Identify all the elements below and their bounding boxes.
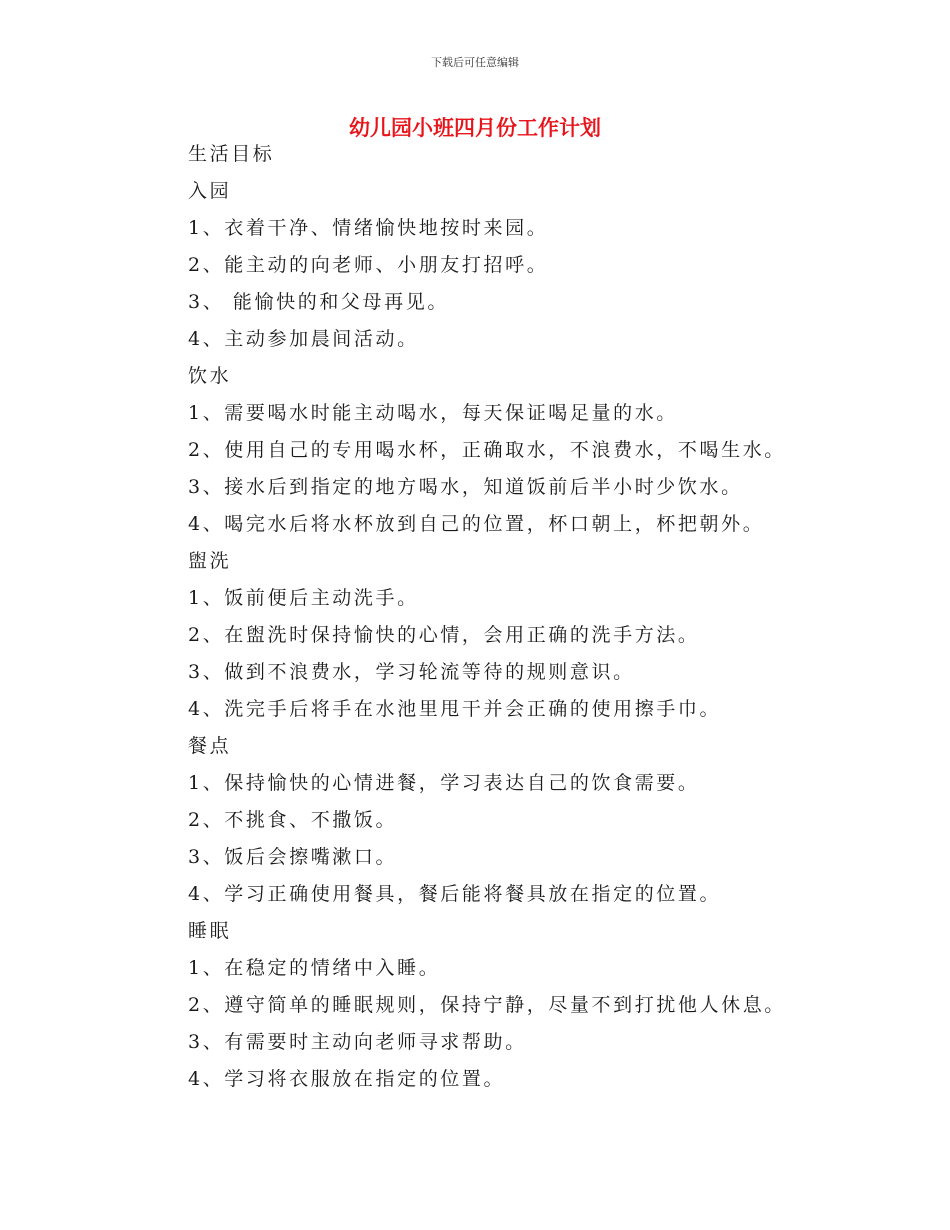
list-item: 1、衣着干净、情绪愉快地按时来园。 <box>188 217 549 239</box>
section-heading: 入园 <box>188 180 232 202</box>
list-item: 4、喝完水后将水杯放到自己的位置，杯口朝上，杯把朝外。 <box>188 513 765 535</box>
list-item: 4、学习正确使用餐具，餐后能将餐具放在指定的位置。 <box>188 883 722 905</box>
list-item: 2、不挑食、不撒饭。 <box>188 809 398 831</box>
document-title: 幼儿园小班四月份工作计划 <box>349 115 601 140</box>
section-heading: 饮水 <box>188 365 232 387</box>
list-item: 3、饭后会擦嘴漱口。 <box>188 846 398 868</box>
list-item: 3、有需要时主动向老师寻求帮助。 <box>188 1031 527 1053</box>
list-item: 2、能主动的向老师、小朋友打招呼。 <box>188 254 549 276</box>
list-item: 1、饭前便后主动洗手。 <box>188 587 419 609</box>
list-item: 4、主动参加晨间活动。 <box>188 328 419 350</box>
list-item: 3、 能愉快的和父母再见。 <box>188 291 449 313</box>
section-heading: 生活目标 <box>188 143 275 165</box>
document-body <box>188 140 908 1102</box>
section-heading: 睡眠 <box>188 920 232 942</box>
section-heading: 盥洗 <box>188 550 232 572</box>
list-item: 2、使用自己的专用喝水杯，正确取水，不浪费水，不喝生水。 <box>188 439 786 461</box>
list-item: 2、在盥洗时保持愉快的心情，会用正确的洗手方法。 <box>188 624 700 646</box>
list-item: 1、需要喝水时能主动喝水，每天保证喝足量的水。 <box>188 402 678 424</box>
list-item: 4、洗完手后将手在水池里甩干并会正确的使用擦手巾。 <box>188 698 722 720</box>
header-note: 下载后可任意编辑 <box>431 56 519 69</box>
section-heading: 餐点 <box>188 735 232 757</box>
list-item: 3、做到不浪费水，学习轮流等待的规则意识。 <box>188 661 635 683</box>
list-item: 3、接水后到指定的地方喝水，知道饭前后半小时少饮水。 <box>188 476 743 498</box>
list-item: 1、在稳定的情绪中入睡。 <box>188 957 441 979</box>
list-item: 1、保持愉快的心情进餐，学习表达自己的饮食需要。 <box>188 772 700 794</box>
list-item: 4、学习将衣服放在指定的位置。 <box>188 1068 506 1090</box>
list-item: 2、遵守简单的睡眠规则，保持宁静，尽量不到打扰他人休息。 <box>188 994 786 1016</box>
